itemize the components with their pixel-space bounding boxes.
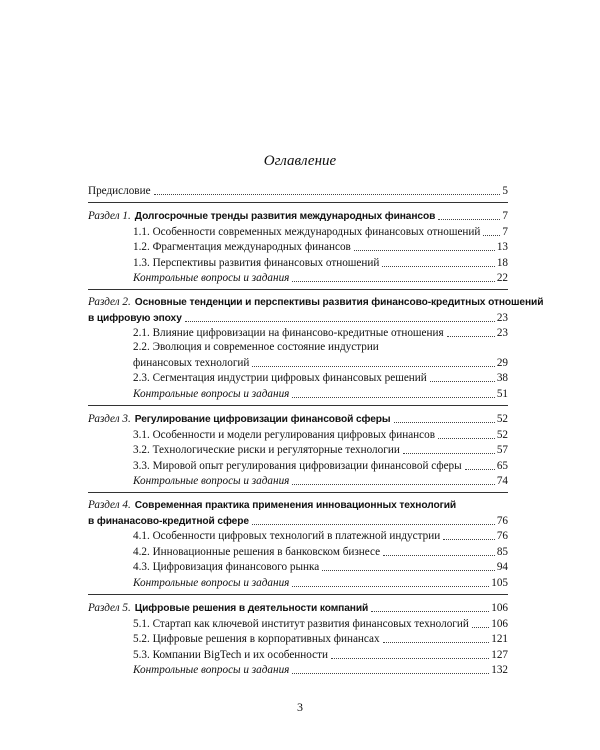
toc-questions-entry[interactable] [88, 662, 508, 678]
toc-subsection-entry[interactable] [88, 370, 508, 386]
toc-questions-entry[interactable] [88, 385, 508, 401]
entry-label: 2.1. Влияние цифровизации на финансово-кредитные отношения [133, 327, 444, 339]
dot-leader [322, 570, 495, 571]
section-heading[interactable] [88, 512, 508, 528]
toc-subsection-entry[interactable] [88, 528, 508, 544]
toc-section-1 [88, 208, 508, 286]
section-title: в финанасово-кредитной сфере [88, 515, 249, 527]
entry-label: Предисловие [88, 184, 151, 197]
toc-subsection-entry[interactable] [88, 646, 508, 662]
entry-page: 57 [496, 444, 508, 456]
entry-page: 23 [496, 311, 508, 324]
entry-page: 76 [496, 514, 508, 527]
entry-label: 1.2. Фрагментация международных финансов [133, 241, 351, 253]
entry-label: 1.1. Особенности современных международных финансовых отношений [133, 225, 481, 238]
section-heading[interactable] [88, 295, 544, 309]
entry-label: 5.1. Стартап как ключевой институт развития финансовых технологий [133, 617, 469, 630]
dot-leader [185, 321, 495, 322]
dot-leader [430, 381, 495, 382]
dot-leader [292, 586, 489, 587]
dot-leader [443, 539, 495, 540]
dot-leader [292, 281, 494, 282]
page-number: 3 [297, 700, 303, 714]
section-title: Основные тенденции и перспективы развития финансово-кредитных отношений [134, 297, 544, 308]
section-divider [88, 289, 508, 290]
dot-leader [292, 673, 489, 674]
toc-subsection-entry[interactable] [88, 254, 508, 270]
dot-leader [465, 469, 495, 470]
entry-page: 76 [496, 530, 508, 542]
entry-page: 106 [491, 602, 508, 614]
entry-page: 94 [496, 561, 508, 573]
entry-label: Контрольные вопросы и задания [133, 272, 290, 284]
section-prefix: Раздел 2. [88, 296, 131, 308]
toc-subsection-entry[interactable] [88, 325, 508, 341]
toc-questions-entry[interactable] [88, 270, 508, 286]
section-prefix: Раздел 1. [88, 210, 131, 222]
entry-page: 65 [496, 459, 508, 472]
entry-page: 7 [502, 210, 508, 222]
entry-page: 52 [496, 413, 508, 425]
dot-leader [292, 397, 494, 398]
dot-leader [382, 266, 494, 267]
toc-subsection-entry[interactable] [88, 239, 508, 255]
dot-leader [383, 642, 490, 643]
section-divider [88, 594, 508, 595]
section-prefix: Раздел 3. [88, 413, 131, 425]
section-heading[interactable] [88, 498, 508, 512]
section-prefix: Раздел 4. [88, 499, 131, 511]
dot-leader [394, 422, 495, 423]
dot-leader [403, 453, 495, 454]
entry-label: 1.3. Перспективы развития финансовых отношений [133, 256, 380, 269]
dot-leader [252, 366, 494, 367]
entry-label: 3.1. Особенности и модели регулирования цифровых финансов [133, 428, 436, 441]
toc-subsection-entry[interactable] [88, 457, 508, 473]
section-title: Цифровые решения в деятельности компаний [134, 603, 369, 614]
toc-subsection-entry[interactable] [88, 442, 508, 458]
table-of-contents [88, 182, 544, 677]
sections-list [88, 208, 544, 678]
section-title: Долгосрочные тренды развития международных финансов [134, 211, 436, 222]
entry-page: 5 [502, 184, 508, 197]
entry-page: 127 [491, 648, 508, 661]
entry-label: Контрольные вопросы и задания [133, 664, 290, 676]
dot-leader [472, 627, 489, 628]
toc-subsection-entry[interactable] [88, 543, 508, 559]
section-title: Современная практика применения инновационных технологий [134, 500, 457, 511]
entry-label: 2.3. Сегментация индустрии цифровых финансовых решений [133, 372, 427, 384]
entry-label: 4.3. Цифровизация финансового рынка [133, 561, 320, 573]
dot-leader [447, 336, 495, 337]
toc-section-4 [88, 498, 508, 590]
toc-title: Оглавление [263, 153, 337, 169]
section-heading[interactable] [88, 600, 508, 616]
entry-page: 13 [496, 241, 508, 253]
dot-leader [331, 658, 489, 659]
entry-label: 5.3. Компании BigTech и их особенности [133, 648, 328, 661]
toc-section-2 [88, 295, 544, 401]
entry-page: 51 [496, 387, 508, 400]
section-heading[interactable] [88, 309, 508, 325]
toc-questions-entry[interactable] [88, 473, 508, 489]
entry-page: 52 [496, 428, 508, 441]
toc-subsection-entry[interactable] [88, 354, 508, 370]
toc-subsection-entry[interactable] [88, 631, 508, 647]
entry-label: Контрольные вопросы и задания [133, 475, 290, 487]
entry-label: Контрольные вопросы и задания [133, 576, 290, 589]
section-divider [88, 202, 508, 203]
entry-label: 2.2. Эволюция и современное состояние индустрии [133, 341, 379, 353]
entry-page: 132 [491, 664, 508, 676]
section-title: Регулирование цифровизации финансовой сферы [134, 414, 391, 425]
section-title: в цифровую эпоху [88, 312, 182, 324]
toc-entry-preface[interactable] [88, 182, 508, 198]
entry-page: 22 [496, 272, 508, 284]
entry-page: 106 [491, 617, 508, 630]
dot-leader [154, 194, 501, 195]
section-heading[interactable] [88, 208, 508, 224]
dot-leader [383, 555, 495, 556]
entry-page: 18 [496, 256, 508, 269]
entry-label: 4.2. Инновационные решения в банковском бизнесе [133, 545, 381, 558]
section-divider [88, 405, 508, 406]
toc-questions-entry[interactable] [88, 574, 508, 590]
entry-page: 7 [502, 225, 508, 238]
toc-section-5 [88, 600, 508, 678]
dot-leader [438, 219, 500, 220]
entry-page: 121 [491, 633, 508, 645]
section-divider [88, 492, 508, 493]
dot-leader [292, 484, 494, 485]
entry-label: 4.1. Особенности цифровых технологий в платежной индустрии [133, 530, 441, 542]
section-heading[interactable] [88, 411, 508, 427]
dot-leader [438, 438, 495, 439]
toc-subsection-entry[interactable] [88, 559, 508, 575]
dot-leader [371, 611, 489, 612]
toc-section-3 [88, 411, 508, 489]
entry-label: финансовых технологий [133, 356, 250, 369]
entry-page: 29 [496, 356, 508, 369]
toc-subsection-entry[interactable] [88, 223, 508, 239]
entry-label: Контрольные вопросы и задания [133, 387, 290, 400]
toc-subsection-entry[interactable] [88, 340, 508, 354]
dot-leader [483, 235, 500, 236]
entry-page: 105 [491, 576, 508, 589]
toc-subsection-entry[interactable] [88, 426, 508, 442]
dot-leader [354, 250, 495, 251]
entry-page: 38 [496, 372, 508, 384]
entry-label: 3.2. Технологические риски и регуляторные технологии [133, 444, 400, 456]
toc-subsection-entry[interactable] [88, 615, 508, 631]
entry-page: 74 [496, 475, 508, 487]
entry-page: 23 [496, 327, 508, 339]
section-prefix: Раздел 5. [88, 602, 131, 614]
entry-label: 3.3. Мировой опыт регулирования цифровизации финансовой сферы [133, 459, 462, 472]
entry-label: 5.2. Цифровые решения в корпоративных финансах [133, 633, 380, 645]
dot-leader [252, 524, 495, 525]
entry-page: 85 [496, 545, 508, 558]
